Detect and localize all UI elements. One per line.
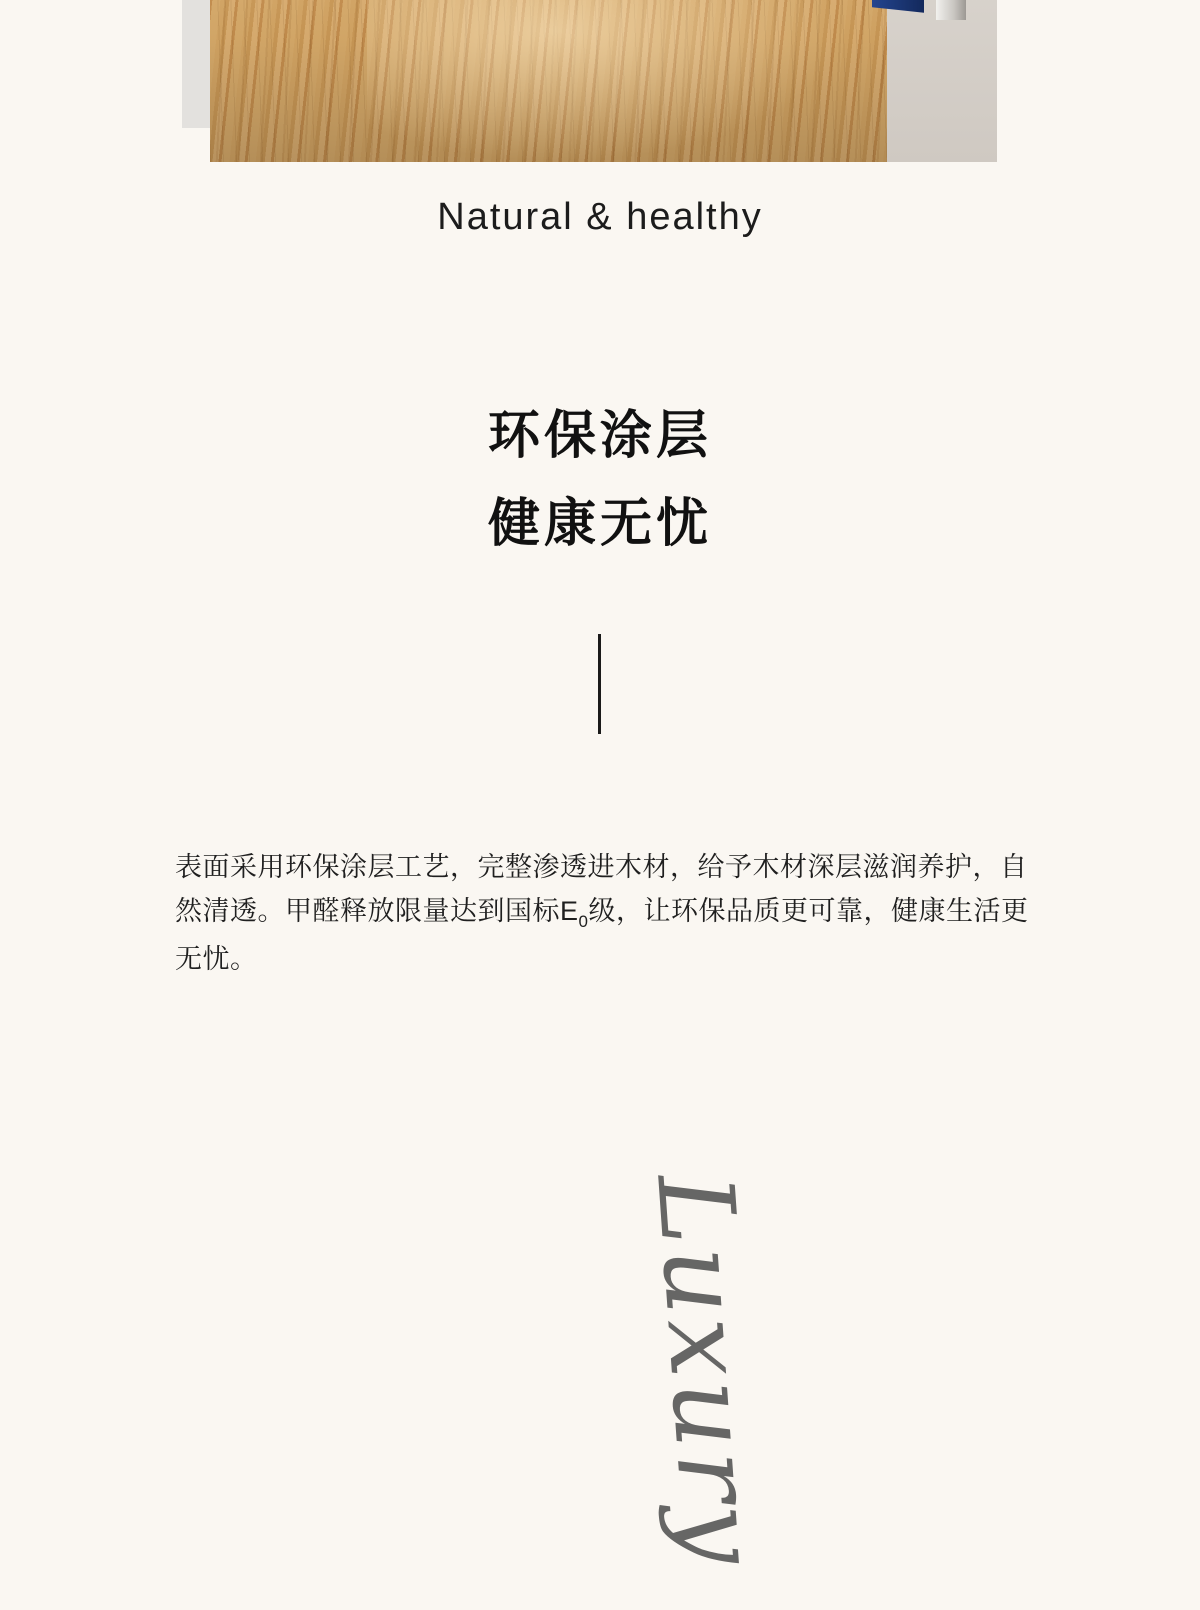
body-subscript: 0: [578, 912, 589, 931]
luxury-script-watermark: Luxury: [633, 1170, 783, 1572]
headline-line-2: 健康无忧: [487, 495, 712, 553]
section-kicker: Natural & healthy: [437, 196, 763, 238]
background-wall-right: [887, 0, 997, 162]
wood-light-reflection: [367, 0, 839, 162]
metal-post: [936, 0, 966, 20]
body-paragraph: [175, 845, 1030, 981]
body-text-part-2: 级，让环保品质更可靠，健康生活更无忧。: [175, 896, 1029, 974]
body-text-part-1: 表面采用环保涂层工艺，完整渗透进木材，给予木材深层滋润养护，自然清透。甲醛释放限量达到国标E: [175, 852, 1028, 926]
vertical-divider: [598, 634, 601, 734]
headline-line-1: 环保涂层: [487, 407, 712, 465]
page-title: [0, 392, 1200, 568]
hero-photo: [210, 0, 997, 162]
hero-image-block: [0, 0, 1200, 162]
